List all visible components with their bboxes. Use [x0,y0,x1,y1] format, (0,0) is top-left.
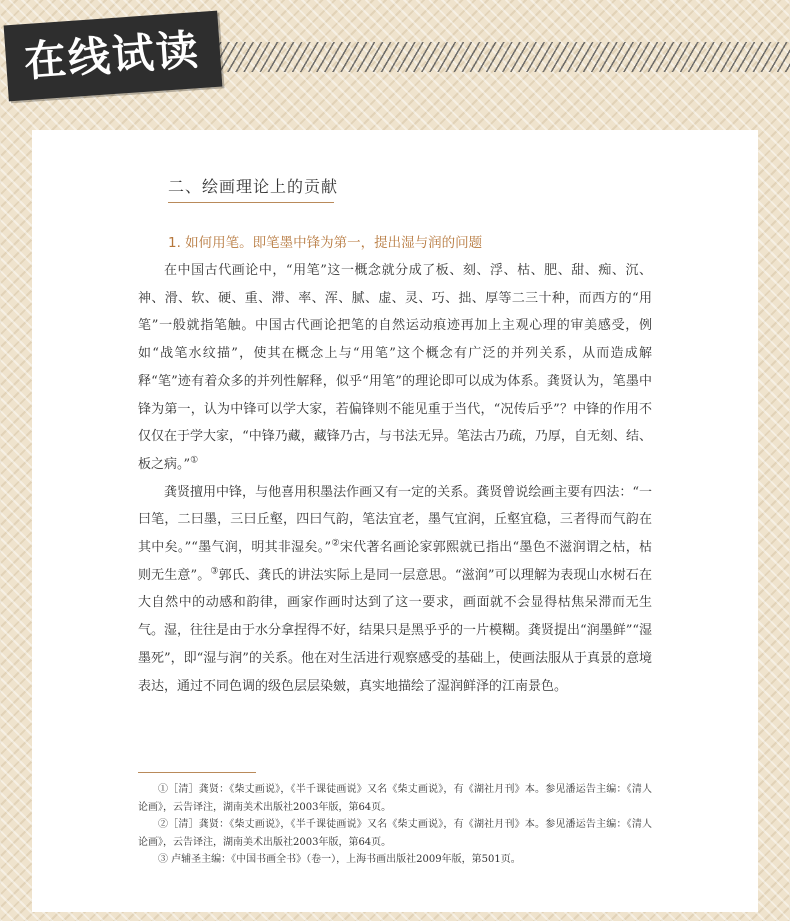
section-title-underline [168,202,334,203]
paragraph-2-text-a: 龚贤擅用中锋，与他喜用积墨法作画又有一定的关系。龚贤曾说绘画主要有四法：“一曰笔，二曰墨，三曰丘壑，四曰气韵，笔法宜老，墨气宜润，丘壑宜稳，三者得而气韵在其中矣。”“墨气润，明其非湿矣。” [138,484,652,556]
footnote-2: ②［清］龚贤：《柴丈画说》，《半千课徒画说》又名《柴丈画说》，有《湖社月刊》本。参见潘运告主编：《清人论画》，云告译注，湖南美术出版社2003年版，第64页。 [138,819,652,848]
footnote-ref-1: ① [190,455,199,466]
footnote-1: ①［清］龚贤：《柴丈画说》，《半千课徒画说》又名《柴丈画说》，有《湖社月刊》本。参见潘运告主编：《清人论画》，云告译注，湖南美术出版社2003年版，第64页。 [138,784,652,813]
footnote-3: ③ 卢辅圣主编：《中国书画全书》（卷一），上海书画出版社2009年版，第501页。 [158,854,521,865]
footnote-ref-3: ③ [210,566,219,577]
paragraph-2 [138,479,652,701]
document-page [32,130,758,912]
sub-heading: 1. 如何用笔。即笔墨中锋为第一，提出湿与润的问题 [168,235,483,251]
footnotes [138,781,652,869]
paragraph-2-text-b: 宋代著名画论家郭熙就已指出“墨色不滋润谓之枯，枯则无生意”。 [138,540,652,583]
banner-badge [4,11,223,102]
banner-title: 在线试读 [22,24,202,87]
paragraph-1 [138,257,652,479]
section-title: 二、绘画理论上的贡献 [168,177,339,196]
header-band [0,0,790,110]
footnote-ref-2: ② [331,538,340,549]
footnote-divider [138,772,256,773]
decorative-hatch-stripe [212,42,790,72]
body-text [138,257,652,700]
paragraph-1-text: 在中国古代画论中，“用笔”这一概念就分成了板、刻、浮、枯、肥、甜、痴、沉、神、滑、软、硬、重、滞、率、浑、腻、虚、灵、巧、拙、厚等二三十种，而西方的“用笔”一般就指笔触。中国古代画论把笔的自然运动痕迹再加上主观心理的审美感受，例如“战笔水纹描”，使其在概念上与“用笔”这个概念有广泛的并列关系，从而造成解释“笔”迹有着众多的并列性解释，似乎“用笔”的理论即可以成为体系。龚贤认为，笔墨中锋为第一，认为中锋可以学大家，若偏锋则不能见重于当代，“况传后乎”？中锋的作用不仅仅在于学大家，“中锋乃藏，藏锋乃古，与书法无异。笔法古乃疏，乃厚，自无刻、结、板之病。” [138,263,652,472]
paragraph-2-text-c: 郭氏、龚氏的讲法实际上是同一层意思。“滋润”可以理解为表现山水树石在大自然中的动感和韵律，画家作画时达到了这一要求，画面就不会显得枯焦呆滞而无生气。湿，往往是由于水分拿捏得不好，结果只是黑乎乎的一片模糊。龚贤提出“润墨鲜”“湿墨死”，即“湿与润”的关系。他在对生活进行观察感受的基础上，使画法服从于真景的意境表达，通过不同色调的级色层层染皴，真实地描绘了湿润鲜泽的江南景色。 [138,567,653,694]
